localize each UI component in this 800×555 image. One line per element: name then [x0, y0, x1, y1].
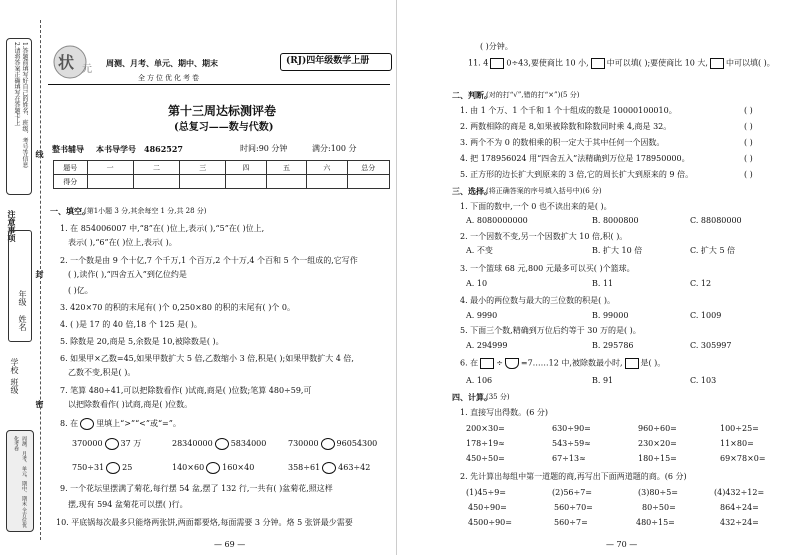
calc-item[interactable]: 864÷24=: [720, 503, 759, 512]
brand-sub: 周测、月考、单元、期中、期末: [106, 58, 218, 68]
page-number: — 69 —: [214, 540, 246, 549]
x6-text: 6. 在: [460, 358, 479, 368]
answer-paren[interactable]: ( ): [744, 170, 753, 179]
header-rule: [48, 84, 390, 85]
table-cell: 总分: [347, 161, 389, 175]
cut-line: [40, 20, 41, 540]
full-score: 满分:100 分: [312, 144, 357, 153]
sidebar: [0, 0, 46, 555]
choice-option[interactable]: C. 扩大 5 倍: [690, 246, 736, 255]
compare-item: [288, 462, 370, 474]
compare-right: 463÷42: [338, 463, 371, 472]
calc-item[interactable]: 432÷24=: [720, 518, 759, 527]
q8-text: 8. 在: [60, 419, 79, 428]
calc-item[interactable]: 560÷70=: [554, 503, 593, 512]
score-cell[interactable]: [133, 175, 179, 189]
guide-no: 4862527: [144, 144, 183, 154]
question-line: 4. ( )是 17 的 40 倍,18 个 125 是( )。: [60, 320, 202, 329]
answer-paren[interactable]: ( ): [744, 106, 753, 115]
section-title: 二、判断。: [452, 90, 492, 100]
table-cell: 四: [226, 161, 266, 175]
question-line: ( ),读作( ),“四舍五入”到亿位约是: [68, 270, 187, 279]
question-line: 2. 一个数是由 9 个十亿,7 个千万,1 个百万,2 个十万,4 个百和 5 个一组成的,它写作: [60, 256, 358, 265]
calc-item[interactable]: 178÷19≈: [466, 439, 505, 448]
section-note: (将正确答案的序号填入括号中)(6 分): [486, 187, 602, 195]
choice-option[interactable]: A. 106: [466, 376, 493, 385]
score-table: [53, 160, 390, 189]
sidebar-brand: 周测、月考、单元、期中、期末 全方位优化考卷: [13, 436, 27, 528]
choice-option[interactable]: A. 不变: [466, 246, 493, 255]
choice-question: 3. 一个篮球 68 元,800 元最多可以买( )个篮球。: [460, 264, 635, 273]
compare-right: 160×40: [222, 463, 255, 472]
notice-title: 注意事项: [7, 210, 17, 242]
compare-left: 750÷31: [72, 463, 105, 472]
compare-left: 370000: [72, 439, 103, 448]
choice-option[interactable]: C. 305997: [690, 341, 732, 350]
table-cell: 二: [133, 161, 179, 175]
compare-circle[interactable]: [206, 462, 220, 474]
table-cell: 三: [180, 161, 226, 175]
question-line: ( )亿。: [68, 286, 93, 295]
compare-circle[interactable]: [105, 438, 119, 450]
q11-text: 11. 4: [468, 58, 489, 68]
question-line: 摆,现有 594 盆菊花可以摆( )行。: [68, 500, 188, 509]
calc-item[interactable]: 560÷7=: [554, 518, 588, 527]
x6-text: =7……12 中,被除数最小时,: [520, 358, 623, 368]
choice-option[interactable]: B. 8000800: [592, 216, 639, 225]
question-line: 1. 在 854006007 中,“8”在( )位上,表示( ),“5”在( )位上,: [60, 224, 265, 233]
question-line: [468, 58, 775, 69]
svg-text:状: 状: [58, 53, 75, 72]
square-blank-icon[interactable]: [490, 58, 504, 69]
right-page: [438, 0, 800, 555]
calc-item[interactable]: 960÷60=: [638, 424, 677, 433]
calc-item[interactable]: 200×30=: [466, 424, 505, 433]
question-line: 3. 420×70 的积的末尾有( )个 0,250×80 的积的末尾有( )个 0。: [60, 303, 295, 312]
seal-text: 密: [35, 400, 45, 408]
judge-item: 3. 两个不为 0 的数相乘的积一定大于其中任何一个因数。: [460, 138, 665, 147]
choice-question: 2. 一个因数不变,另一个因数扩大 10 倍,积( )。: [460, 232, 628, 241]
section-title: 四、计算。: [452, 392, 492, 402]
score-cell[interactable]: [347, 175, 389, 189]
question-line: 乙数不变,积是( )。: [68, 368, 136, 377]
question-line: ( )分钟。: [480, 42, 513, 51]
calc-item[interactable]: 80÷50=: [642, 503, 676, 512]
compare-left: 358÷61: [288, 463, 321, 472]
choice-option[interactable]: C. 88080000: [690, 216, 742, 225]
choice-option[interactable]: C. 12: [690, 279, 712, 288]
question-line: 9. 一个花坛里摆满了菊花,每行摆 54 盆,摆了 132 行,一共有( )盆菊花,照这样: [60, 484, 333, 493]
calc-item[interactable]: 100÷25=: [720, 424, 759, 433]
table-cell: 得分: [54, 175, 88, 189]
book-title: (RJ)四年级数学上册: [286, 56, 370, 66]
judge-item: 2. 两数相除的商是 8,如果被除数和除数同时乘 4,商是 32。: [460, 122, 672, 131]
judge-item: 4. 把 178956024 用“四舍五入”法精确到万位是 178950000。: [460, 154, 690, 163]
compare-right: 96054300: [336, 439, 378, 448]
table-row: [54, 175, 390, 189]
compare-left: 140×60: [172, 463, 205, 472]
test-subtitle: (总复习——数与代数): [174, 122, 274, 133]
compare-item: [72, 462, 132, 474]
square-blank-icon: [625, 358, 639, 369]
choice-question: 4. 最小的两位数与最大的三位数的积是( )。: [460, 296, 615, 305]
score-cell[interactable]: [307, 175, 347, 189]
choice-option[interactable]: A. 8080000000: [466, 216, 528, 225]
section-note: (35 分): [486, 393, 510, 401]
notice-line: 1.答题前填写好自己的姓名、班级、考号等信息: [21, 42, 28, 168]
calc-item[interactable]: 230×20=: [638, 439, 677, 448]
guide-no-label: 本书导学号: [96, 144, 136, 154]
name-field-box[interactable]: [8, 230, 32, 342]
sub-question: 2. 先计算出每组中第一道题的商,再写出下面两道题的商。(6 分): [460, 472, 687, 481]
calc-item[interactable]: (1)45÷9=: [466, 488, 507, 497]
score-cell[interactable]: [266, 175, 306, 189]
calc-item[interactable]: 180÷15=: [638, 454, 677, 463]
calc-item[interactable]: 69×78×0=: [720, 454, 766, 463]
calc-item[interactable]: 480÷15=: [636, 518, 675, 527]
table-cell: 题号: [54, 161, 88, 175]
score-cell[interactable]: [87, 175, 133, 189]
brand-logo-icon: [52, 44, 102, 80]
question-line: 表示( ),“6”在( )位上,表示( )。: [68, 238, 177, 247]
choice-option[interactable]: B. 295786: [592, 341, 634, 350]
square-blank-icon[interactable]: [591, 58, 605, 69]
choice-option[interactable]: B. 扩大 10 倍: [592, 246, 643, 255]
choice-question: 1. 下面的数中,一个 0 也不读出来的是( )。: [460, 202, 612, 211]
seal-text: 线: [35, 150, 45, 158]
x6-text: 是( )。: [640, 358, 666, 368]
compare-item: [72, 438, 141, 450]
choice-question: 6. 在 ÷ =7……12 中,被除数最小时, 是( )。: [460, 358, 666, 368]
compare-circle[interactable]: [106, 462, 120, 474]
question-line: 5. 除数是 20,商是 5,余数是 10,被除数是( )。: [60, 337, 224, 346]
svg-text:元: 元: [82, 64, 92, 75]
choice-option[interactable]: B. 99000: [592, 311, 629, 320]
calc-item[interactable]: 450÷50=: [466, 454, 505, 463]
compare-right: 25: [122, 463, 133, 472]
square-blank-icon: [480, 358, 494, 369]
time-limit: 时间:90 分钟: [240, 144, 288, 153]
fold-line: [396, 0, 397, 555]
compare-circle[interactable]: [321, 438, 335, 450]
choice-option[interactable]: B. 11: [592, 279, 614, 288]
circle-blank-icon: [80, 418, 94, 430]
compare-item: [172, 462, 254, 474]
table-cell: 一: [87, 161, 133, 175]
score-cell[interactable]: [226, 175, 266, 189]
table-cell: 五: [266, 161, 306, 175]
brand-logo: [52, 44, 102, 80]
class-label: 班级: [10, 378, 19, 394]
judge-item: 5. 正方形的边长扩大到原来的 3 倍,它的周长扩大到原来的 9 倍。: [460, 170, 694, 179]
calc-item[interactable]: 630÷90=: [552, 424, 591, 433]
calc-item[interactable]: (3)80÷5=: [638, 488, 679, 497]
choice-option[interactable]: C. 103: [690, 376, 717, 385]
compare-item: [288, 438, 377, 450]
question-line: 10. 平底锅每次最多只能烙两张饼,两面都要烙,每面需要 3 分钟。烙 5 张饼最少需要: [56, 518, 353, 527]
compare-left: 28340000: [172, 439, 213, 448]
calc-item[interactable]: 11×80=: [720, 439, 754, 448]
school-label: 学校: [10, 358, 19, 374]
score-cell[interactable]: [180, 175, 226, 189]
compare-circle[interactable]: [215, 438, 229, 450]
compare-right: 37 万: [120, 439, 142, 448]
table-row: [54, 161, 390, 175]
page-number: — 70 —: [606, 540, 638, 549]
choice-option[interactable]: C. 1009: [690, 311, 722, 320]
compare-left: 730000: [288, 439, 319, 448]
section-note: (对的打“√”,错的打“×”)(5 分): [486, 91, 580, 99]
calc-item[interactable]: 4500÷90=: [468, 518, 512, 527]
q11-text: 中可以填( );要使商比 10 大,: [606, 58, 708, 68]
test-title: 第十三周达标测评卷: [168, 104, 277, 118]
section-title: 三、选择。: [452, 186, 492, 196]
seal-text: 封: [35, 270, 45, 278]
question-line: 以把除数看作( )试商,商是( )位数。: [68, 400, 193, 409]
answer-paren[interactable]: ( ): [744, 154, 753, 163]
sub-question: 1. 直接写出得数。(6 分): [460, 408, 549, 417]
calc-item[interactable]: 543÷59≈: [552, 439, 591, 448]
choice-option[interactable]: A. 294999: [466, 341, 508, 350]
calc-item[interactable]: (2)56÷7=: [552, 488, 593, 497]
choice-option[interactable]: A. 9990: [466, 311, 498, 320]
section-title: 一、填空。: [50, 206, 90, 216]
question-line: 6. 如果甲×乙数=45,如果甲数扩大 5 倍,乙数缩小 3 倍,积是( );如果甲数扩大 4 倍,: [60, 354, 354, 363]
calc-item[interactable]: 450÷90=: [468, 503, 507, 512]
section-note: (第1小题 3 分,其余每空 1 分,共 28 分): [84, 207, 207, 215]
calc-item[interactable]: (4)432÷12=: [714, 488, 765, 497]
square-blank-icon[interactable]: [710, 58, 724, 69]
name-label: 姓名: [18, 315, 27, 331]
table-cell: 六: [307, 161, 347, 175]
triangle-blank-icon: [505, 358, 519, 369]
grade-label: 年级: [18, 290, 27, 306]
choice-option[interactable]: A. 10: [466, 279, 488, 288]
guide-label: 整书辅导: [52, 144, 84, 154]
brand-tag: 全方位优化考卷: [138, 74, 201, 82]
compare-right: 5834000: [230, 439, 267, 448]
choice-question: 5. 下面三个数,精确到万位后约等于 30 万的是( )。: [460, 326, 641, 335]
answer-paren[interactable]: ( ): [744, 138, 753, 147]
q8-text: 里填上“>”“<”或“=”。: [96, 419, 181, 428]
compare-item: [172, 438, 266, 450]
notice-line: 2.请将答案正确填写在答题卡上: [13, 42, 20, 126]
question-line: 7. 笔算 480÷41,可以把除数看作( )试商,商是( )位数;笔算 480÷59,可: [60, 386, 312, 395]
answer-paren[interactable]: ( ): [744, 122, 753, 131]
judge-item: 1. 由 1 个万、1 个千和 1 个十组成的数是 10000100010。: [460, 106, 677, 115]
question-line: [60, 418, 181, 430]
calc-item[interactable]: 67÷13≈: [552, 454, 586, 463]
q11-text: 中可以填( )。: [725, 58, 775, 68]
q11-text: 0÷43,要使商比 10 小,: [506, 58, 589, 68]
compare-circle[interactable]: [322, 462, 336, 474]
left-page: [48, 0, 390, 555]
choice-option[interactable]: B. 91: [592, 376, 614, 385]
